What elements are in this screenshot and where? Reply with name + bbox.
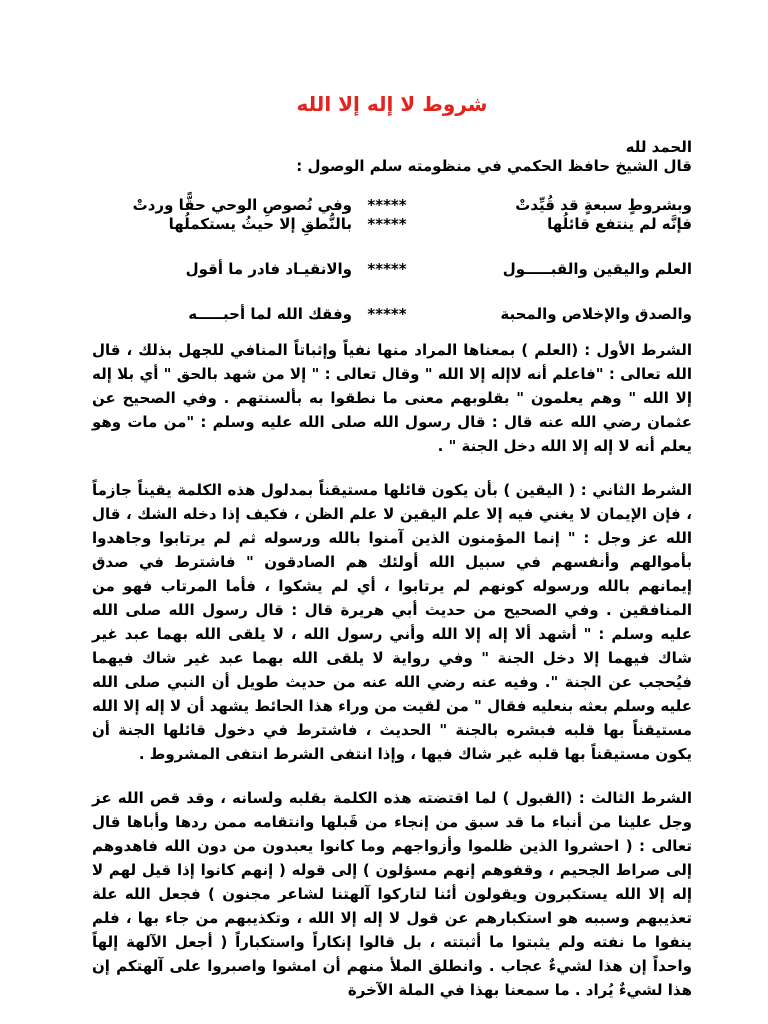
verse-3-second-hemistich: والانقيـاد فادر ما أقول	[185, 260, 352, 278]
document-page	[92, 92, 692, 1022]
verse-1-separator: *****	[367, 196, 407, 214]
verse-1	[92, 196, 692, 215]
verse-1-second-hemistich: وفي نُصوصِ الوحي حقًّا وردتْ	[132, 196, 352, 214]
verse-2	[92, 215, 692, 234]
verse-2-first-hemistich: فإنَّه لم ينتفع قائلُها	[547, 215, 692, 233]
verse-1-first-hemistich: وبشروطٍ سبعةٍ قد قُيِّدتْ	[515, 196, 692, 214]
verse-4	[92, 305, 692, 324]
verse-4-first-hemistich: والصدق والإخلاص والمحبة	[500, 305, 692, 323]
verse-3-separator: *****	[367, 260, 407, 278]
verse-3-first-hemistich: العلم واليقين والقبـــــول	[502, 260, 692, 278]
verse-2-separator: *****	[367, 215, 407, 233]
intro-line-attribution: قال الشيخ حافظ الحكمي في منظومته سلم الوصول :	[296, 157, 692, 175]
verse-4-second-hemistich: وفقك الله لما أحبـــــه	[188, 305, 352, 323]
poem-verses	[92, 196, 692, 324]
verse-3	[92, 260, 692, 279]
intro	[92, 138, 692, 176]
verse-2-second-hemistich: بالنُّطقِ إلا حيثُ يستكملُها	[168, 215, 352, 233]
verse-4-separator: *****	[367, 305, 407, 323]
paragraph-condition-acceptance: الشرط الثالث : (القبول ) لما اقتضته هذه الكلمة بقلبه ولسانه ، وقد قص الله عز وجل علينا من أنباء ما قد سبق من إنجاء من قَبلها وانتقامه ممن ردها وأباها قال تعالى : ( احشروا الذين ظلموا وأزواجهم وما كانوا يعبدون من دون الله فاهدوهم إلى صراط الجحيم ، وقفوهم إنهم مسؤلون ) إلى قوله ( إنهم كانوا إذا قيل لهم لا إله إلا الله يستكبرون ويقولون أئنا لتاركوا آلهتنا لشاعر مجنون ) فجعل الله علة تعذيبهم وسببه هو استكبارهم عن قول لا إله إلا الله ، وتكذيبهم من جاء بها ، فلم ينفوا ما نفته ولم يثبتوا ما أثبتته ، بل قالوا إنكاراً واستكباراً ( أجعل الآلهة إلهاً واحداً إن هذا لشيءٌ عجاب . وانطلق الملأ منهم أن امشوا واصبروا على آلهتكم إن هذا لشيءٌ يُراد . ما سمعنا بهذا في الملة الآخرة	[92, 789, 692, 999]
paragraph-condition-certainty: الشرط الثاني : ( اليقين ) بأن يكون قائلها مستيقناً بمدلول هذه الكلمة يقيناً جازماً ، فإن الإيمان لا يغني فيه إلا علم اليقين لا علم الظن ، فكيف إذا دخله الشك ، قال الله عز وجل : " إنما المؤمنون الذين آمنوا بالله ورسوله ثم لم يرتابوا وجاهدوا بأموالهم وأنفسهم في سبيل الله أولئك هم الصادقون " فاشترط في صدق إيمانهم بالله ورسوله كونهم لم يرتابوا ، أي لم يشكوا ، فأما المرتاب فهو من المنافقين . وفي الصحيح من حديث أبي هريرة قال : قال رسول الله صلى الله عليه وسلم : " أشهد ألا إله إلا الله وأني رسول الله ، لا يلقى الله بهما عبد غير شاك فيهما إلا دخل الجنة " وفي رواية لا يلقى الله بهما عبد غير شاك فيهما فيُحجب عن الجنة ". وفيه عنه رضي الله عنه من حديث طويل أن النبي صلى الله عليه وسلم بعثه بنعليه فقال " من لقيت من وراء هذا الحائط يشهد أن لا إله إلا الله مستيقناً بها قلبه فبشره بالجنة " الحديث ، فاشترط في دخول قائلها الجنة أن يكون مستيقناً بها قلبه غير شاك فيها ، وإذا انتفى الشرط انتفى المشروط .	[92, 481, 692, 763]
intro-line-praise: الحمد لله	[625, 138, 692, 156]
paragraph-condition-knowledge: الشرط الأول : (العلم ) بمعناها المراد منها نفياً وإثباتاً المنافي للجهل بذلك ، قال الله تعالى : "فاعلم أنه لاإله إلا الله " وقال تعالى : " إلا من شهد بالحق " أي بلا إله إلا الله " وهم يعلمون " بقلوبهم معنى ما نطقوا به بألسنتهم . وفي الصحيح عن عثمان رضي الله عنه قال : قال رسول الله صلى الله عليه وسلم : "من مات وهو يعلم أنه لا إله إلا الله دخل الجنة " .	[92, 341, 692, 455]
page-title: شروط لا إله إلا الله	[296, 92, 488, 116]
